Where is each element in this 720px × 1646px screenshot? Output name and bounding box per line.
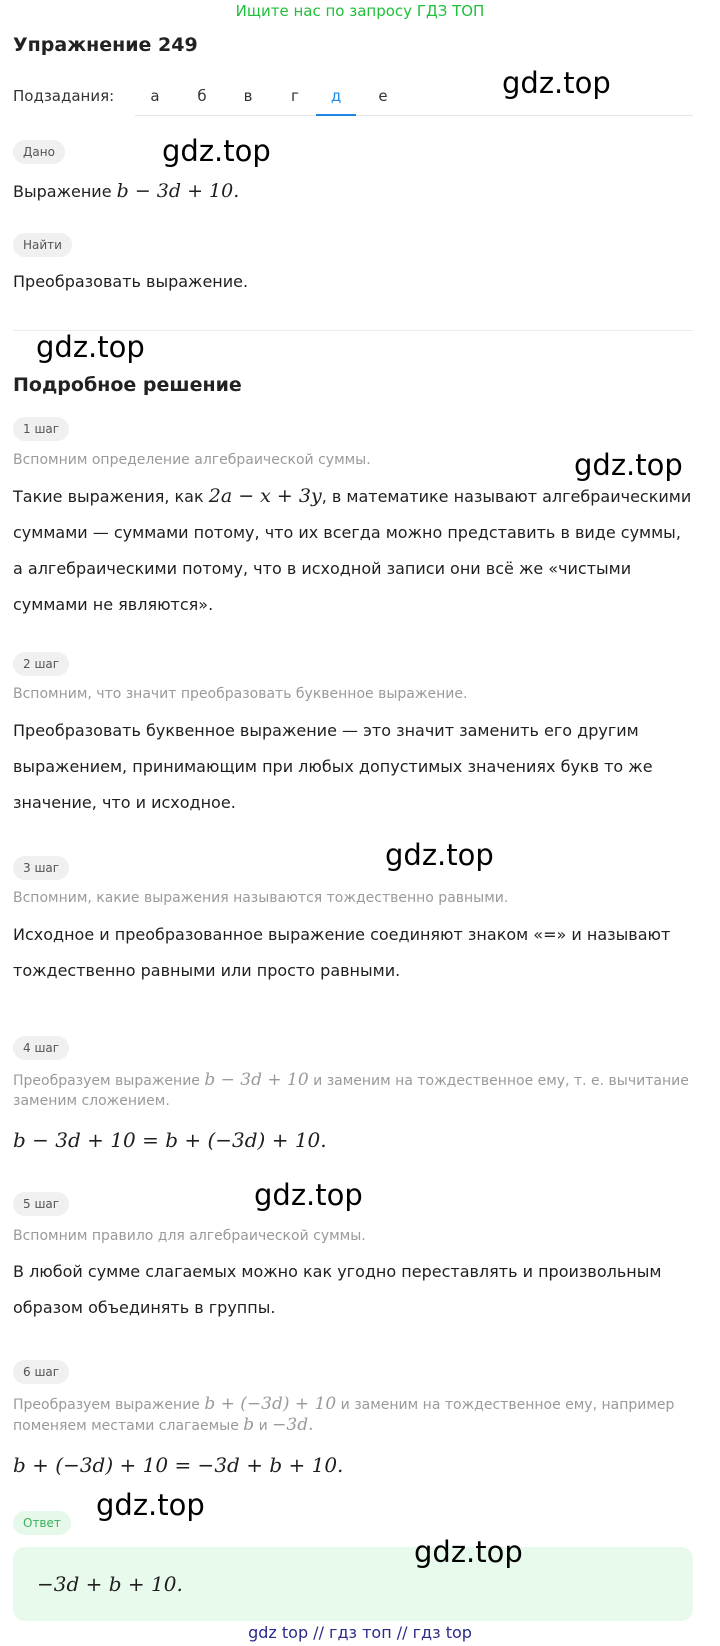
step-6-hint-rest: и заменим на тождественное ему, например bbox=[340, 1397, 675, 1413]
step-2-badge: 2 шаг bbox=[13, 652, 69, 676]
step-2-hint: Вспомним, что значит преобразовать буквенное выражение. bbox=[13, 686, 468, 702]
page-title: Упражнение 249 bbox=[13, 34, 198, 56]
step-4-hint-prefix: Преобразуем выражение bbox=[13, 1073, 200, 1089]
given-badge: Дано bbox=[13, 140, 65, 164]
step-3-body bbox=[13, 917, 703, 989]
step-6-hint bbox=[13, 1394, 703, 1436]
solution-heading: Подробное решение bbox=[13, 374, 242, 396]
step-6-hint-expression-b: b bbox=[243, 1415, 255, 1435]
step-2-body bbox=[13, 713, 703, 821]
watermark-logo: gdz.top bbox=[36, 330, 145, 364]
step-6-badge: 6 шаг bbox=[13, 1360, 69, 1384]
step-1-body-rest: , в математике называют алгебраическими bbox=[321, 487, 692, 506]
given-expression: b − 3d + 10. bbox=[116, 180, 240, 202]
step-3-body-line-1: Исходное и преобразованное выражение соединяют знаком «=» и называют bbox=[13, 925, 671, 944]
given-text bbox=[13, 179, 239, 204]
step-2-body-line-1: Преобразовать буквенное выражение — это значит заменить его другим bbox=[13, 721, 639, 740]
step-1-body-prefix: Такие выражения, как bbox=[13, 487, 204, 506]
tab-g[interactable]: г bbox=[291, 87, 299, 105]
step-4-hint-line-2: заменим сложением. bbox=[13, 1093, 170, 1109]
step-6-formula: b + (−3d) + 10 = −3d + b + 10. bbox=[13, 1453, 344, 1477]
tab-d[interactable]: д bbox=[316, 80, 356, 116]
search-banner[interactable]: Ищите нас по запросу ГДЗ ТОП bbox=[235, 2, 485, 20]
watermark-logo: gdz.top bbox=[414, 1535, 523, 1569]
step-6-hint-line-2-prefix: поменяем местами слагаемые bbox=[13, 1418, 239, 1434]
watermark-logo: gdz.top bbox=[574, 448, 683, 482]
tab-a[interactable]: а bbox=[150, 87, 160, 105]
step-6-hint-prefix: Преобразуем выражение bbox=[13, 1397, 200, 1413]
step-1-body bbox=[13, 478, 703, 623]
step-3-badge: 3 шаг bbox=[13, 856, 69, 880]
step-5-hint: Вспомним правило для алгебраической суммы. bbox=[13, 1228, 366, 1244]
tab-e[interactable]: е bbox=[378, 87, 388, 105]
tab-v[interactable]: в bbox=[243, 87, 253, 105]
answer-badge: Ответ bbox=[13, 1511, 71, 1535]
watermark-logo: gdz.top bbox=[254, 1178, 363, 1212]
step-5-body-line-2: образом объединять в группы. bbox=[13, 1298, 276, 1317]
given-prefix: Выражение bbox=[13, 182, 112, 201]
step-2-body-line-2: выражением, принимающим при любых допустимых значениях букв то же bbox=[13, 757, 653, 776]
footer-links[interactable]: gdz top // гдз топ // гдз top bbox=[248, 1623, 472, 1642]
step-4-badge: 4 шаг bbox=[13, 1036, 69, 1060]
step-1-body-line-4: суммами не являются». bbox=[13, 595, 214, 614]
step-3-hint: Вспомним, какие выражения называются тождественно равными. bbox=[13, 890, 509, 906]
step-4-hint bbox=[13, 1070, 703, 1111]
step-4-formula: b − 3d + 10 = b + (−3d) + 10. bbox=[13, 1128, 327, 1152]
step-4-hint-rest: и заменим на тождественное ему, т. е. вычитание bbox=[313, 1073, 689, 1089]
answer-expression: −3d + b + 10. bbox=[37, 1572, 183, 1596]
step-6-hint-expression-3d: −3d. bbox=[272, 1415, 314, 1435]
step-1-badge: 1 шаг bbox=[13, 417, 69, 441]
watermark-logo: gdz.top bbox=[502, 66, 611, 100]
step-5-body bbox=[13, 1254, 703, 1326]
tab-b[interactable]: б bbox=[197, 87, 207, 105]
step-1-body-line-2: суммами — суммами потому, что их всегда можно представить в виде суммы, bbox=[13, 523, 681, 542]
step-6-hint-expression: b + (−3d) + 10 bbox=[204, 1394, 337, 1414]
watermark-logo: gdz.top bbox=[385, 838, 494, 872]
watermark-logo: gdz.top bbox=[162, 134, 271, 168]
step-5-badge: 5 шаг bbox=[13, 1192, 69, 1216]
find-text: Преобразовать выражение. bbox=[13, 272, 249, 291]
subtasks-label: Подзадания: bbox=[13, 87, 115, 105]
step-2-body-line-3: значение, что и исходное. bbox=[13, 793, 236, 812]
watermark-logo: gdz.top bbox=[96, 1488, 205, 1522]
step-6-hint-line-2-mid: и bbox=[258, 1418, 268, 1434]
step-4-hint-expression: b − 3d + 10 bbox=[204, 1070, 309, 1090]
find-badge: Найти bbox=[13, 233, 72, 257]
step-5-body-line-1: В любой сумме слагаемых можно как угодно переставлять и произвольным bbox=[13, 1262, 662, 1281]
step-1-hint: Вспомним определение алгебраической суммы. bbox=[13, 452, 371, 468]
step-1-body-line-3: а алгебраическими потому, что в исходной записи они всё же «чистыми bbox=[13, 559, 632, 578]
step-1-body-expression: 2a − x + 3y bbox=[208, 485, 322, 507]
step-3-body-line-2: тождественно равными или просто равными. bbox=[13, 961, 401, 980]
